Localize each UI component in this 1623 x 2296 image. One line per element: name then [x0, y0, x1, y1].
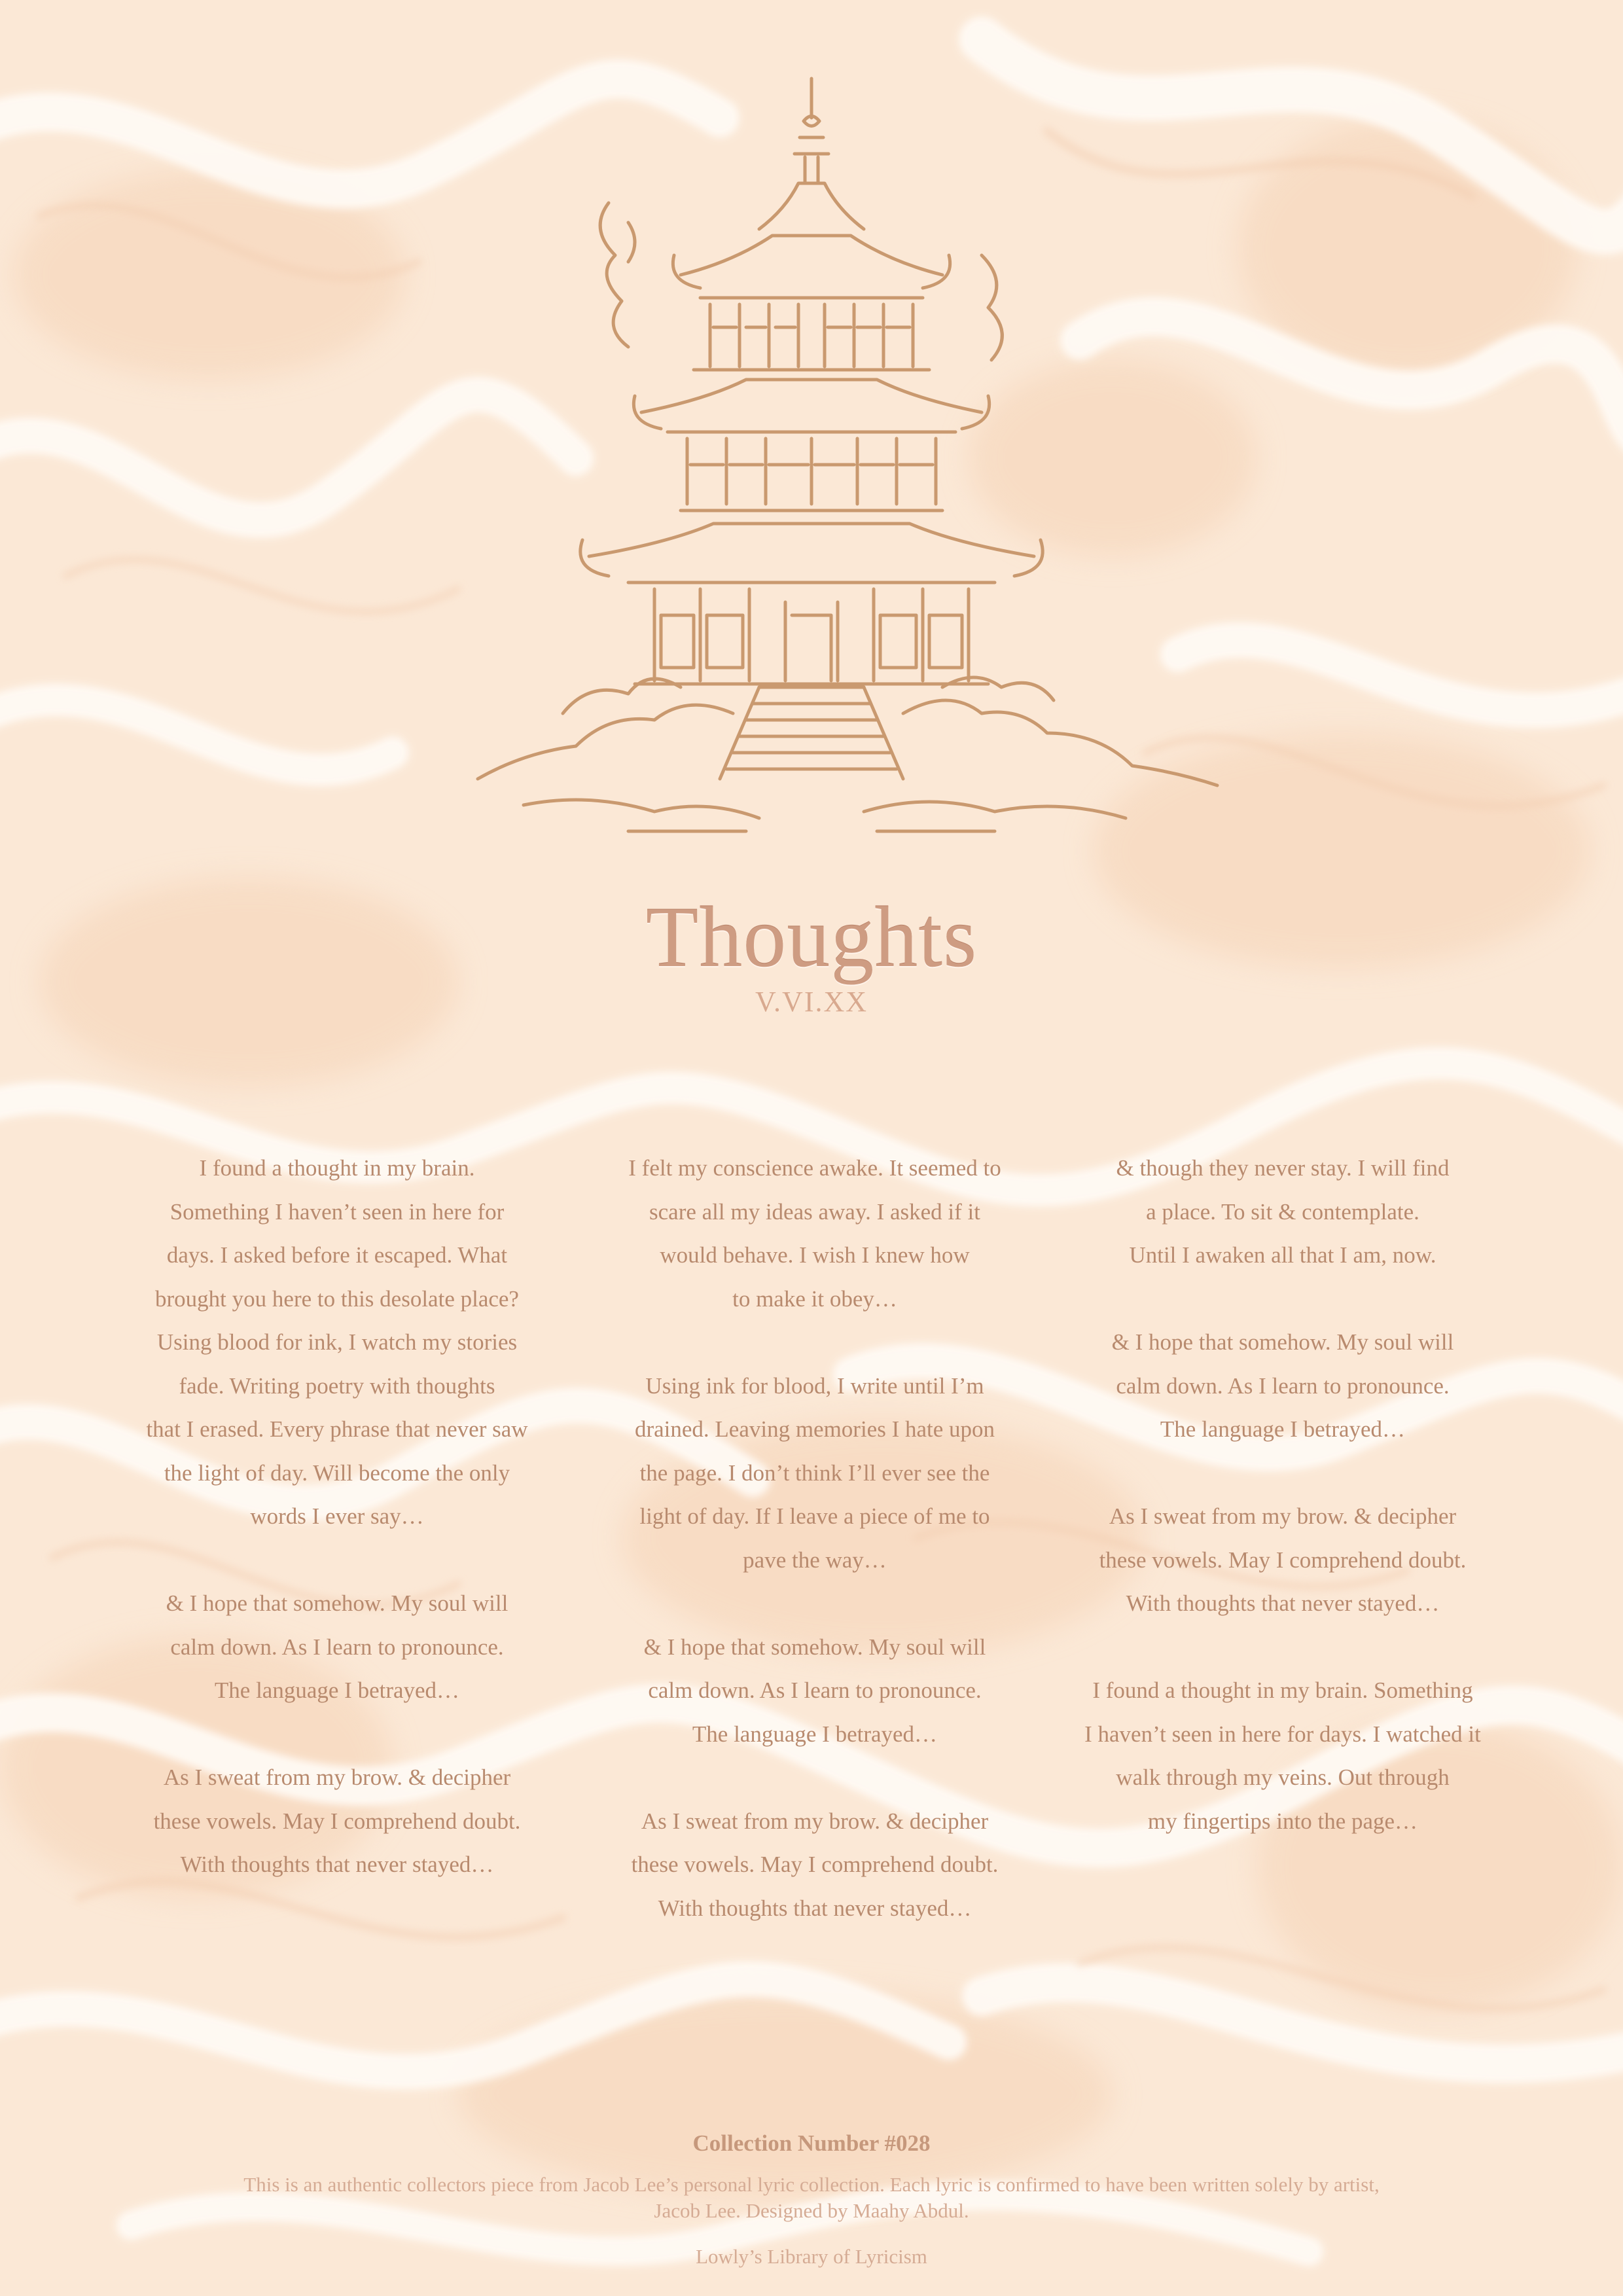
lyric-line: & I hope that somehow. My soul will — [643, 1634, 986, 1660]
lyric-line — [128, 1539, 546, 1583]
poem-date: V.VI.XX — [755, 986, 868, 1018]
lyric-line: to make it obey… — [732, 1285, 897, 1312]
lyric-line: calm down. As I learn to pronounce. — [648, 1677, 982, 1703]
lyric-line: As I sweat from my brow. & decipher — [1109, 1503, 1457, 1529]
lyric-line — [128, 1713, 546, 1757]
lyric-line: With thoughts that never stayed… — [1126, 1590, 1440, 1616]
lyric-line — [605, 1321, 1024, 1365]
lyric-line: my fingertips into the page… — [1147, 1808, 1418, 1834]
lyric-line: scare all my ideas away. I asked if it — [649, 1198, 980, 1225]
lyric-line: I haven’t seen in here for days. I watched it — [1084, 1721, 1481, 1747]
lyric-line: With thoughts that never stayed… — [658, 1895, 972, 1921]
lyric-line: The language I betrayed… — [214, 1677, 460, 1703]
lyric-line: that I erased. Every phrase that never saw — [146, 1416, 528, 1442]
lyric-line: brought you here to this desolate place? — [155, 1285, 519, 1312]
lyric-line: & I hope that somehow. My soul will — [166, 1590, 508, 1616]
lyric-line: & I hope that somehow. My soul will — [1111, 1329, 1454, 1355]
lyric-line: I found a thought in my brain. Something — [1092, 1677, 1473, 1703]
lyric-line: the page. I don’t think I’ll ever see the — [639, 1460, 990, 1486]
authenticity-statement: This is an authentic collectors piece from Jacob Lee’s personal lyric collection. Each lyric is confirmed to have been written solely by artist, Jacob Lee. Designed by Maahy Abdul. — [243, 2173, 1380, 2222]
lyric-line: calm down. As I learn to pronounce. — [170, 1634, 504, 1660]
lyric-line: walk through my veins. Out through — [1116, 1765, 1450, 1790]
lyric-line: would behave. I wish I knew how — [660, 1242, 970, 1268]
library-name: Lowly’s Library of Lyricism — [696, 2245, 927, 2268]
lyrics-column-2 — [605, 1147, 1024, 1930]
lyric-line: Something I haven’t seen in here for — [169, 1198, 505, 1225]
lyric-line: light of day. If I leave a piece of me to — [639, 1503, 990, 1529]
poem-title: Thoughts — [645, 889, 978, 985]
lyric-line: The language I betrayed… — [692, 1721, 938, 1747]
lyric-line: these vowels. May I comprehend doubt. — [631, 1852, 999, 1877]
lyric-line: The language I betrayed… — [1160, 1416, 1406, 1442]
lyric-line: I found a thought in my brain. — [199, 1155, 475, 1181]
lyrics-column-3 — [1073, 1147, 1492, 1843]
lyric-line: calm down. As I learn to pronounce. — [1116, 1372, 1450, 1399]
lyric-line — [605, 1582, 1024, 1626]
lyric-line: As I sweat from my brow. & decipher — [163, 1765, 511, 1790]
lyric-line — [605, 1756, 1024, 1800]
lyric-line: & though they never stay. I will find — [1116, 1155, 1450, 1181]
pagoda-illustration — [393, 59, 1230, 844]
lyric-line: fade. Writing poetry with thoughts — [179, 1372, 495, 1399]
lyric-line: the light of day. Will become the only — [164, 1460, 510, 1486]
lyric-line: I felt my conscience awake. It seemed to — [628, 1155, 1001, 1181]
lyric-line: Using blood for ink, I watch my stories — [156, 1329, 518, 1355]
lyric-line: Using ink for blood, I write until I’m — [645, 1372, 984, 1399]
lyrics-column-1 — [128, 1147, 546, 1887]
lyric-line — [1073, 1452, 1492, 1496]
lyric-line: days. I asked before it escaped. What — [166, 1242, 508, 1268]
lyric-line — [1073, 1278, 1492, 1321]
lyric-line: these vowels. May I comprehend doubt. — [1099, 1547, 1467, 1573]
lyric-line: drained. Leaving memories I hate upon — [634, 1416, 995, 1442]
lyric-line: With thoughts that never stayed… — [180, 1852, 494, 1877]
lyric-line: these vowels. May I comprehend doubt. — [153, 1808, 521, 1834]
lyric-line: As I sweat from my brow. & decipher — [641, 1808, 989, 1834]
lyric-line: words I ever say… — [250, 1503, 424, 1529]
lyric-line: Until I awaken all that I am, now. — [1129, 1242, 1436, 1268]
collection-number: Collection Number #028 — [692, 2130, 931, 2156]
lyric-line — [1073, 1626, 1492, 1670]
lyric-line: pave the way… — [743, 1547, 887, 1573]
lyric-line: a place. To sit & contemplate. — [1146, 1198, 1419, 1225]
